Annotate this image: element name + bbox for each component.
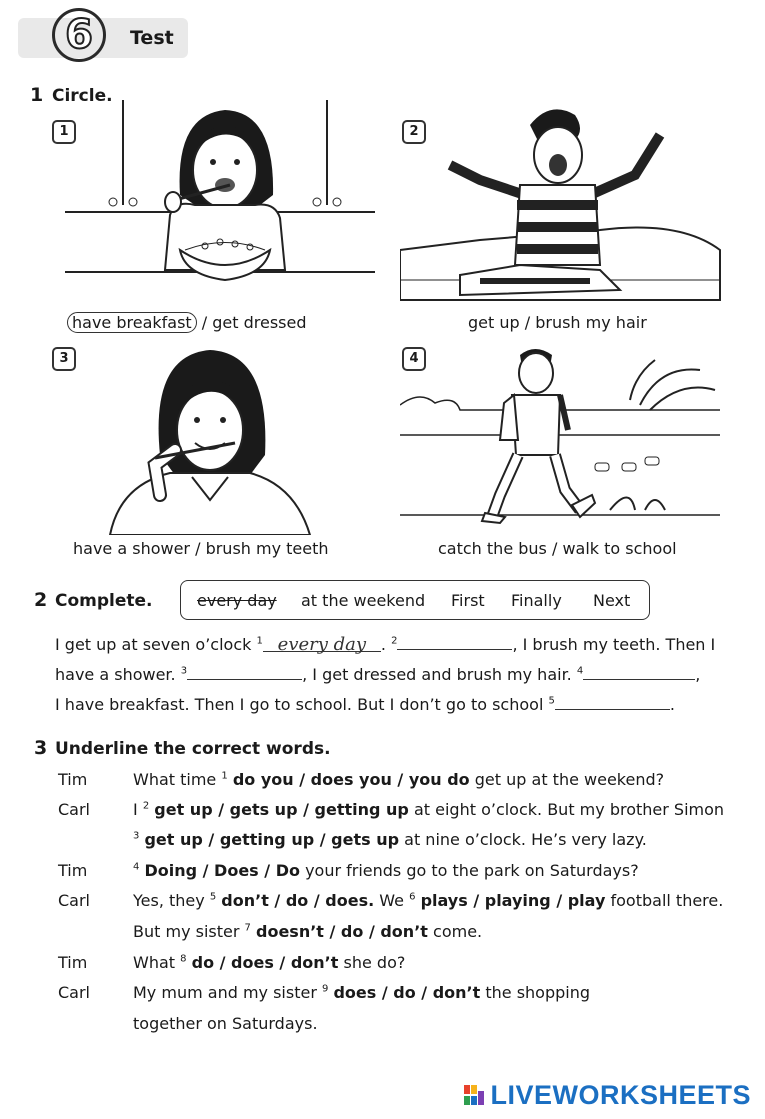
dlg-text: come. xyxy=(433,922,483,941)
sup-4: 4 xyxy=(576,665,584,677)
line1-dot: . xyxy=(380,635,386,654)
unit-number-badge: 6 xyxy=(52,8,106,62)
word-at-the-weekend[interactable]: at the weekend xyxy=(301,591,426,610)
picture-get-up xyxy=(400,100,730,310)
picture-number-4: 4 xyxy=(402,347,426,371)
line3-end: . xyxy=(669,695,675,714)
sup-2: 2 xyxy=(391,635,398,647)
picture-number-2: 2 xyxy=(402,120,426,144)
word-next[interactable]: Next xyxy=(593,591,631,610)
dlg-text: get up at the weekend? xyxy=(474,770,665,789)
dlg-sup: 3 xyxy=(133,830,140,842)
dlg-text: she do? xyxy=(343,953,406,972)
dlg-sup: 4 xyxy=(133,861,140,873)
section2-number: 2 xyxy=(34,589,48,611)
picture-walk-to-school xyxy=(400,345,725,535)
blank-3[interactable] xyxy=(187,662,302,680)
section3-title: Underline the correct words. xyxy=(55,739,331,759)
dialogue-line-4 xyxy=(133,861,639,880)
dialogue-line-2 xyxy=(133,800,724,819)
blank-2[interactable] xyxy=(397,632,512,650)
speaker: Carl xyxy=(58,983,90,1002)
answer-options-4[interactable]: Doing / Does / Do xyxy=(144,861,300,880)
line2-start: have a shower. xyxy=(55,665,176,684)
answer-options-5[interactable]: don’t / do / does. xyxy=(221,891,375,910)
answer-1: every day xyxy=(277,634,367,655)
line2-end: , xyxy=(695,665,701,684)
answer-options-6[interactable]: plays / playing / play xyxy=(420,891,606,910)
speaker: Carl xyxy=(58,800,90,819)
dlg-text: at nine o’clock. He’s very lazy. xyxy=(404,830,647,849)
liveworksheets-icon xyxy=(464,1083,486,1107)
answer-options-8[interactable]: do / does / don’t xyxy=(191,953,339,972)
speaker: Carl xyxy=(58,891,90,910)
caption-1 xyxy=(67,313,307,332)
dlg-text: We xyxy=(379,891,404,910)
complete-line-3 xyxy=(55,692,675,714)
dialogue-line-6 xyxy=(133,922,482,941)
answer-options-9[interactable]: does / do / don’t xyxy=(333,983,481,1002)
section2-title: Complete. xyxy=(55,591,153,611)
dlg-text: football there. xyxy=(610,891,724,910)
dlg-text: I xyxy=(133,800,138,819)
sup-3: 3 xyxy=(180,665,188,677)
section1-number: 1 xyxy=(30,84,44,106)
picture-brush-teeth xyxy=(100,345,330,535)
sup-5: 5 xyxy=(548,695,555,707)
dlg-sup: 7 xyxy=(244,922,251,934)
liveworksheets-logo[interactable] xyxy=(464,1080,751,1111)
word-every-day[interactable]: every day xyxy=(197,591,277,610)
dialogue-line-8 xyxy=(133,983,590,1002)
caption-2: get up / brush my hair xyxy=(468,313,647,332)
dialogue-line-7 xyxy=(133,953,405,972)
complete-line-1 xyxy=(55,632,715,654)
dlg-text: My mum and my sister xyxy=(133,983,317,1002)
page-title: Test xyxy=(130,27,174,49)
dlg-text: But my sister xyxy=(133,922,240,941)
word-finally[interactable]: Finally xyxy=(511,591,562,610)
dlg-text: What xyxy=(133,953,176,972)
section3-number: 3 xyxy=(34,737,48,759)
dlg-sup: 8 xyxy=(180,953,187,965)
blank-4[interactable] xyxy=(583,662,695,680)
line2-middle: , I get dressed and brush my hair. xyxy=(302,665,572,684)
section1-title: Circle. xyxy=(52,86,113,106)
brand-text: LIVEWORKSHEETS xyxy=(490,1080,751,1110)
dialogue-line-1 xyxy=(133,770,664,789)
speaker: Tim xyxy=(58,861,88,880)
dialogue-line-5 xyxy=(133,891,723,910)
answer-options-3[interactable]: get up / getting up / gets up xyxy=(144,830,400,849)
picture-number-3: 3 xyxy=(52,347,76,371)
word-first[interactable]: First xyxy=(451,591,485,610)
caption-4: catch the bus / walk to school xyxy=(438,539,677,558)
line1-start: I get up at seven o’clock xyxy=(55,635,252,654)
answer-options-2[interactable]: get up / gets up / getting up xyxy=(154,800,409,819)
caption-1-rest: / get dressed xyxy=(201,313,307,332)
line1-end: , I brush my teeth. Then I xyxy=(512,635,716,654)
sup-1: 1 xyxy=(256,635,263,647)
dlg-sup: 5 xyxy=(209,891,217,903)
option-have-breakfast-circled[interactable]: have breakfast xyxy=(67,312,197,333)
picture-breakfast xyxy=(55,100,385,310)
dlg-sup: 2 xyxy=(142,800,150,812)
dlg-text: What time xyxy=(133,770,217,789)
blank-5[interactable] xyxy=(555,692,670,710)
dialogue-line-3 xyxy=(133,830,647,849)
dialogue-line-9 xyxy=(133,1014,318,1033)
picture-number-1: 1 xyxy=(52,120,76,144)
caption-3: have a shower / brush my teeth xyxy=(73,539,329,558)
word-box xyxy=(180,580,650,620)
answer-options-1[interactable]: do you / does you / you do xyxy=(232,770,470,789)
speaker: Tim xyxy=(58,770,88,789)
blank-1[interactable] xyxy=(263,634,381,655)
dlg-text: together on Saturdays. xyxy=(133,1014,318,1033)
dlg-sup: 6 xyxy=(409,891,416,903)
dlg-text: Yes, they xyxy=(133,891,205,910)
dlg-text: the shopping xyxy=(485,983,591,1002)
dlg-text: your friends go to the park on Saturdays? xyxy=(305,861,639,880)
answer-options-7[interactable]: doesn’t / do / don’t xyxy=(256,922,428,941)
dlg-sup: 9 xyxy=(322,983,329,995)
line3-start: I have breakfast. Then I go to school. But I don’t go to school xyxy=(55,695,544,714)
dlg-text: at eight o’clock. But my brother Simon xyxy=(413,800,725,819)
speaker: Tim xyxy=(58,953,88,972)
complete-line-2 xyxy=(55,662,700,684)
dlg-sup: 1 xyxy=(221,770,228,782)
